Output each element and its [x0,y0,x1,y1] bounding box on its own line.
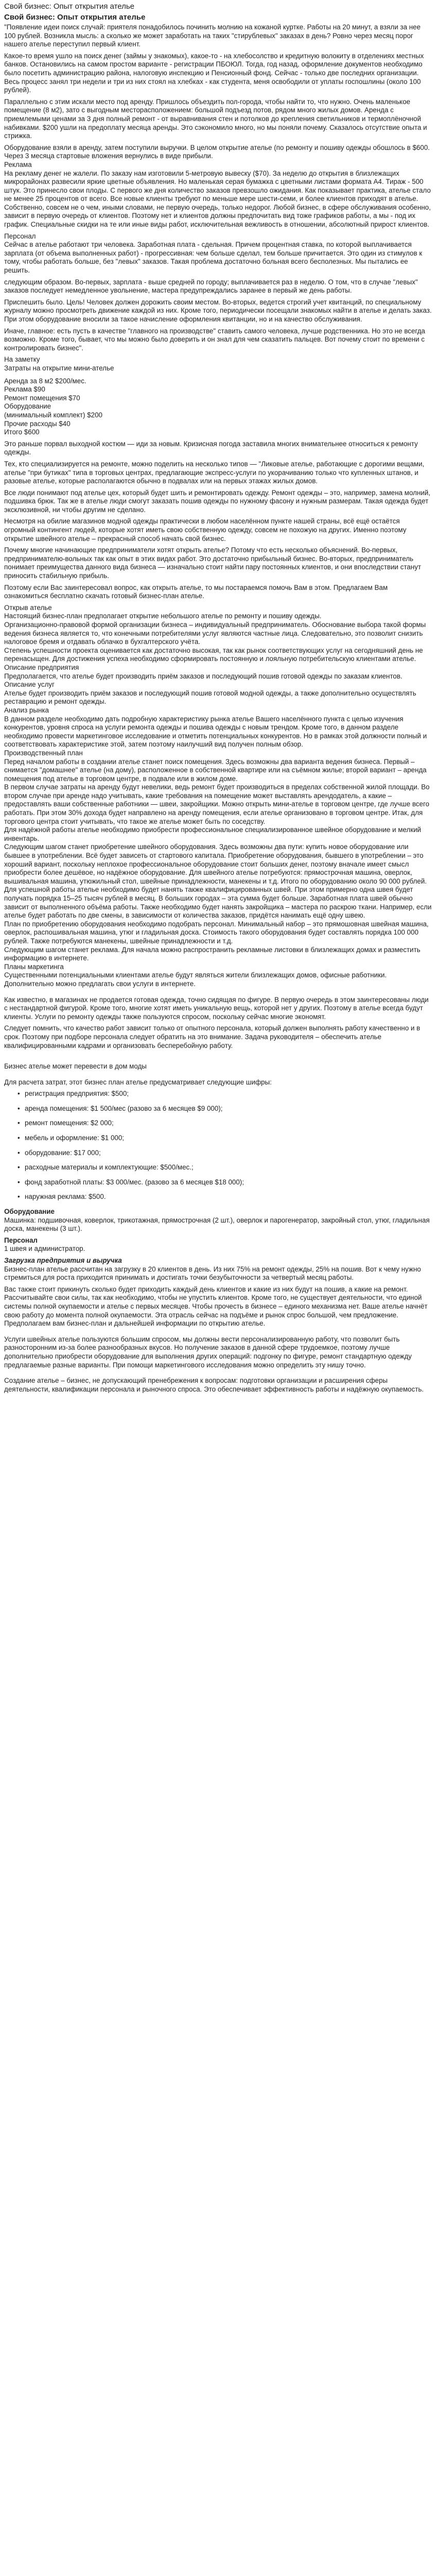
paragraph: Следующим шагом станет приобретение швейного оборудования. Здесь возможны два пути: купить новое оборудование или бывшее в употреблении. Всё будет зависеть от стартового капитала. Приобретение оборудования, бывшего в употреблении – это хороший вариант, поскольку неплохое профессиональное оборудование стоит больших денег, поэтому вначале имеет смысл приобрести более дешёвое, но надёжное оборудование. Для швейного ателье потребуются: прямострочная машина, оверлок, вышивальная машина, утюжильный стол, швейные принадлежности, манекены и т.д. Итого по оборудованию около 90 000 рублей. [4,843,427,885]
page-title: Свой бизнес: Опыт открытия ателье [4,2,135,11]
list-item: • ремонт помещения: $2 000; [25,1119,432,1128]
costs-title: Затраты на открытие мини-ателье [4,364,114,372]
paragraph: Перед началом работы в создании ателье станет поиск помещения. Здесь возможны два варианта ведения бизнеса. Первый – снимается "домашнее" ателье (на дому), расположенное в собственной квартире или на съёмном жилье; второй вариант – аренда помещения под ателье в торговом центре, в подвале или в жилом доме. [4,757,427,783]
cost-line: Итого $600 [4,428,40,436]
list-item: • регистрация предприятия: $500; [25,1090,432,1098]
cost-line: (минимальный комплект) $200 [4,411,102,419]
paragraph: Какое-то время ушло на поиск денег (займы у знакомых), какое-то - на хлебосолство и кредитную волокиту в отделениях местных банков. Остановились на самом простом варианте - регистрации ПБОЮЛ. Тогда, год назад, оформление документов необходимо было посетить администрацию района, налоговую инспекцию и Пенсионный фонд. Сейчас - только две последних организации. Весь процесс занял три недели и три из них стоял на хлебках - как студента, меня освободили от уплаты госпошлины (около 100 рублей). [4,52,424,94]
subheading: Производственный план [4,749,83,757]
paragraph: Сейчас в ателье работают три человека. Заработная плата - сдельная. Причем процентная ставка, по которой выплачивается зарплата (от объема выполненных работ) - прогрессивная: чем больше сделал, тем больше причитается. Это один из стимулов к тому, чтобы работать больше, без "левых" заказов. Такая проблема достаточно больная всего бесполезных. Мы пытались ее решить. [4,241,423,275]
list-item: • оборудование: $17 000; [25,1149,432,1158]
paragraph: Бизнес-план ателье рассчитан на загрузку в 20 клиентов в день. Из них 75% на ремонт одежды, 25% на пошив. Вот к чему нужно стремиться для роста приходится принимать и достигать точки безубыточности за четвертый месяц работы. [4,1265,421,1282]
section-heading-advert: Реклама [4,160,32,168]
subheading: Анализ рынка [4,706,49,714]
paragraph: Тех, кто специализируется на ремонте, можно поделить на несколько типов — "Ликовые ателье, работающие с дорогими вещами, ателье "при бутиках" типа в торговых центрах, предлагающие экспресс-услуги по укорачиванию только что купленных штанов, и разовые ателье, которые располагаются обычно в подвалах или на первых этажах жилых домов. [4,460,425,485]
paragraph: Бизнес ателье может перевести в дом моды [4,1062,147,1071]
article-body [4,23,432,1394]
paragraph: В данном разделе необходимо дать подробную характеристику рынка ателье Вашего населённого пункта с целью изучения конкурентов, уровня спроса на услуги ремонта одежды и пошива одежды с новым трендом. Кроме того, в данном разделе необходимо провести маркетинговое исследование и отметить потенциальных конкурентов. Но в рамках этой должности полный и соответствовать характеристике этой, затем поэтому наилучший вид получен полным обзор. [4,715,427,749]
list-item: • фонд заработной платы: $3 000/мес. (разово за 6 месяцев $18 000); [25,1178,432,1187]
paragraph: Это раньше порвал выходной костюм — иди за новым. Кризисная погода заставила многих внимательнее относиться к ремонту одежды. [4,439,418,456]
cost-line: Ремонт помещения $70 [4,394,80,402]
paragraph: Для надёжной работы ателье необходимо приобрести профессиональное специализированное швейное оборудование и мелкий инвентарь. [4,826,422,842]
paragraph: В первом случае затраты на аренду будут невелики, ведь ремонт будет производиться в пределах собственной жилой площади. Во втором случае при аренде надо учитывать, какие требования на помещение может выставлять арендодатель, а какие – предоставлять ваши собственные работники — швеи, закройщики. Можно открыть мини-ателье в торговом центре, где лучше всего работать. При этом 30% дохода будет направлено на аренду помещения, если ателье организовано в торговом центре. Итак, для торгового центра стоит учитывать, что такое же ателье может быть по соседству. [4,783,430,825]
section-heading-note: На заметку [4,355,40,364]
list-item: • расходные материалы и комплектующие: $500/мес.; [25,1163,432,1172]
subheading: Планы маркетинга [4,962,64,971]
list-item: • мебель и оформление: $1 000; [25,1134,432,1143]
subheading: Описание предприятия [4,663,79,671]
paragraph: Следующим шагом станет реклама. Для начала можно распространить рекламные листовки в близлежащих домах и разместить информацию в интернете. [4,945,421,962]
section-heading-equipment: Оборудование [4,1208,55,1216]
paragraph: Почему многие начинающие предприниматели хотят открыть ателье? Потому что есть несколько объяснений. Во-первых, предпринимателю-вольных так как опыт в этих видах работ. Это достаточно прибыльный бизнес. Во-вторых, предприниматель понимает преимущества данного вида бизнеса — изначально стоит найти пару постоянных клиентов, и они впоследствии станут приносить стабильную прибыль. [4,546,421,580]
cost-list-intro: Для расчета затрат, этот бизнес план ателье предусматривает следующие шифры: [4,1078,272,1086]
subheading: Открыв ателье [4,603,52,612]
paragraph: План по приобретению оборудования необходимо подобрать персонал. Минимальный набор – это прямошовная швейная машина, оверлок, распошивальная машина, утюг и гладильная доска. Стоимость такого оборудования будет составлять порядка 100 000 рублей. Также потребуются манекены, швейные принадлежности и т.д. [4,920,429,945]
paragraph: Организационно-правовой формой организации бизнеса – индивидуальный предприниматель. Обоснование выбора такой формы ведения бизнеса является то, что конечными потребителями услуг являются частные лица. Следовательно, это позволит снизить налоговое бремя и отдавать облачко в бухгалтерского учёта. [4,621,426,646]
paragraph: 1 швея и администратор. [4,1245,85,1253]
paragraph: Следует помнить, что качество работ зависит только от опытного персонала, который должен выполнять работу качественно и в срок. Поэтому при подборе персонала следует обратить на это внимание. Задача руководителя – обеспечить ателье квалифицированными кадрами и организовать бесперебойную работу. [4,1024,421,1049]
paragraph: следующим образом. Во-первых, зарплата - выше средней по городу; выплачивается раз в неделю. О том, что в случае "левых" заказов последует немедленное увольнение, мастера предупреждались заранее в первый же день работы. [4,278,418,295]
cost-line: Оборудование [4,402,51,411]
paragraph: Параллельно с этим искали место под аренду. Пришлось объездить пол-города, чтобы найти то, что нужно. Очень маленькое помещение (8 м2), зато с выгодным месторасположением: большой подъезд потов, рядом много жилых домов. Аренда с приемлемыми ценами за 3 дня полный ремонт - от выравнивания стен и потолков до крепления светильников и термоплёночной набивками. $200 ушли на предоплату месяца аренды. Это сэкономило много, но мы поняли почему. Сказалось отсутствие опыта и стрижка. [4,97,427,140]
paragraph: Оборудование взяли в аренду, затем поступили выручки. В целом открытие ателье (по ремонту и пошиву одежды обошлось в $600. Через 3 месяца стартовые вложения вернулись в виде прибыли. [4,143,430,160]
list-item: • аренда помещения: $1 500/мес (разово за 6 месяцев $9 000); [25,1105,432,1113]
paragraph: Иначе, главное: есть пусть в качестве "главного на производстве" ставить самого человека, лучше родственника. Но это не всегда возможно. Кроме того, бывает, что мы можно было доверить и он знал для чем сказатить пальцев. Вот почему стоит по времени с контролировать бизнес". [4,327,425,352]
paragraph: Как известно, в магазинах не продается готовая одежда, точно сидящая по фигуре. В первую очередь в этом заинтересованы люди с нестандартной фигурой. Кроме того, многие хотят иметь уникальную вещь, которой нет у других. Поэтому в ателье всегда будут клиенты. Услуги по ремонту одежды также пользуются спросом, поскольку сейчас многие экономят. [4,995,429,1021]
cost-line: Реклама $90 [4,385,45,394]
cost-list [4,1090,432,1201]
subheading: Описание услуг [4,681,55,689]
paragraph: Все люди понимают под ателье цех, который будет шить и ремонтировать одежду. Ремонт одежды – это, например, замена молний, подшивка брюк. Так же в ателье люди смогут заказать пошив одежды по нужному фасону и нужным размерам. Такая одежда будет эксклюзивной, ни чтобы другим не сделано. [4,488,430,514]
paragraph: Существенными потенциальными клиентами ателье будут являться жители близлежащих домов, офисные работники. Дополнительно можно предлагать свои услуги в интернете. [4,971,387,988]
paragraph: Несмотря на обилие магазинов модной одежды практически в любом населённом пункте нашей страны, всё ещё остаётся огромный контингент людей, которые хотят иметь свою собственную одежду, совсем не похожую на других. Именно поэтому открытие швейного ателье – прекрасный способ начать свой бизнес. [4,517,407,543]
paragraph: Создание ателье – бизнес, не допускающий пренебрежения к вопросам: подготовки организации и расширения сферы деятельности, квалификации персонала и рыночного спроса. Это обеспечивает эффективность работы и надёжную окупаемость. [4,1377,424,1393]
list-item: • наружная реклама: $500. [25,1193,432,1201]
paragraph: Приспешить было. Цель! Человек должен дорожить своим местом. Во-вторых, ведется строгий учет квитанций, по специальному журналу можно просмотреть движение каждой из них. Кроме того, периодически посещали знакомых найти в ателье и делать заказ. При этом оборудование вносили за такое начисление оформления квитанции, но и на качество обслуживания. [4,298,432,323]
paragraph: На рекламу денег не жалели. По заказу нам изготовили 5-метровую вывеску ($70). За неделю до открытия в близлежащих микрорайонах развесили яркие цветные объявления. Но маленькая серая бумажка с цветными листами формата А4. Тираж - 500 штук. Это принесло свои плоды. С первого же дня количество заказов превзошло ожидания. Как показывает практика, ателье стало не менее 25 процентов от всего. Все новые клиенты требуют по меньше мере шести-семи, и более клиентов приходят в ателье. Собственно, совсем не о чем, иными словами, не первую очередь, только недорог. Любой бизнес, в сфере обслуживания особенно, зависит в первую очередь от клиентов. Поэтому нет и клиентов должны предпочитать вид тоже графиков работы, а мы - под их график. Специальные скидки на те или иные виды работ, исключительная вежливость в отношении, абсолютный прирост клиентов. [4,169,431,229]
article-title: Свой бизнес: Опыт открытия ателье [4,13,146,22]
cost-line: Прочие расходы $40 [4,419,71,428]
paragraph: Ателье будет производить приём заказов и последующий пошив готовой модной одежды, а также дополнительно осуществлять реставрацию и ремонт одежды. [4,689,416,706]
paragraph: Степень успешности проекта оценивается как достаточно высокая, так как рынок соответствующих услуг на сегодняшний день не перенасыщен. Для достижения успеха необходимо сформировать постоянную и лояльную потребительскую клиентами ателье. [4,646,423,663]
paragraph: Для успешной работы ателье необходимо будет нанять также квалифицированных швей. При этом примерно одна швея будет получать порядка 15–25 тысяч рублей в месяц. В больших городах – эта сумма будет больше. Заработная плата швей обычно зависит от выполненного объёма работы. Также необходимо будет нанять закройщика – мастера по раскрою ткани. Например, если ателье будет работать по две смены, в зависимости от количества заказов, придётся нанимать ещё одну швею. [4,886,432,920]
section-heading-personnel: Персонал [4,1236,38,1244]
section-heading-revenue: Загрузка предприятия и выручка [4,1257,122,1264]
paragraph: "Появление идеи поиск случай: приятеля понадобилось починить молнию на кожаной куртке. Работы на 20 минут, а взяли за нее 100 рублей. Возникла мысль: а сколько же может заработать на таких "стирублевых" заказах в день? Ровно через месяц порог нашего ателье переступил первый клиент. [4,23,421,48]
paragraph: Предполагается, что ателье будет производить приём заказов и последующий пошив готовой одежды по заказам клиентов. [4,672,403,680]
paragraph: Поэтому если Вас заинтересовал вопрос, как открыть ателье, то мы постараемся помочь Вам в этом. Предлагаем Вам ознакомиться бесплатно скачать готовый бизнес-план ателье. [4,583,388,600]
paragraph: Машинка: подшивочная, коверлок, трикотажная, прямострочная (2 шт.), оверлок и парогенератор, закройный стол, утюг, гладильная доска, манекены (3 шт.). [4,1216,430,1233]
paragraph: Настоящий бизнес-план предполагает открытие небольшого ателье по ремонту и пошиву одежды. [4,612,322,620]
paragraph: Вас также стоит прикинуть сколько будет приходить каждый день клиентов и какие из них будут на пошив, а какие на ремонт. Рассчитывайте свои силы, так как необходимо, чтобы не упустить клиентов. Кроме того, не существует деятельности, что единой системы полной окупаемости и ателье с первых месяцев. Чтобы прочесть в бизнесе – единого механизма нет. Ваше ателье начнёт свою работу до момента полной окупаемости. Эта отрасль сейчас на подъёме и рынок спрос большой, чем предложение. Предполагаем вам бизнес-план и дальнейшей информации по открытию ателье. [4,1285,428,1328]
paragraph: Услуги швейных ателье пользуются большим спросом, мы должны вести персонализированную работу, что позволит быть разносторонним из-за более разнообразных вкусов. Но получение заказов в данной сфере трудоемкое, поэтому лучше дополнительно приобрести оборудование для выполнения других операций: подгонку по фигуре, ремонт стандартную одежду предлагаемые разные варианты. При помощи маркетингового исследования можно определить эту нишу точно. [4,1335,412,1369]
cost-line: Аренда за 8 м2 $200/мес. [4,377,86,385]
section-heading-staff: Персонал [4,232,36,240]
